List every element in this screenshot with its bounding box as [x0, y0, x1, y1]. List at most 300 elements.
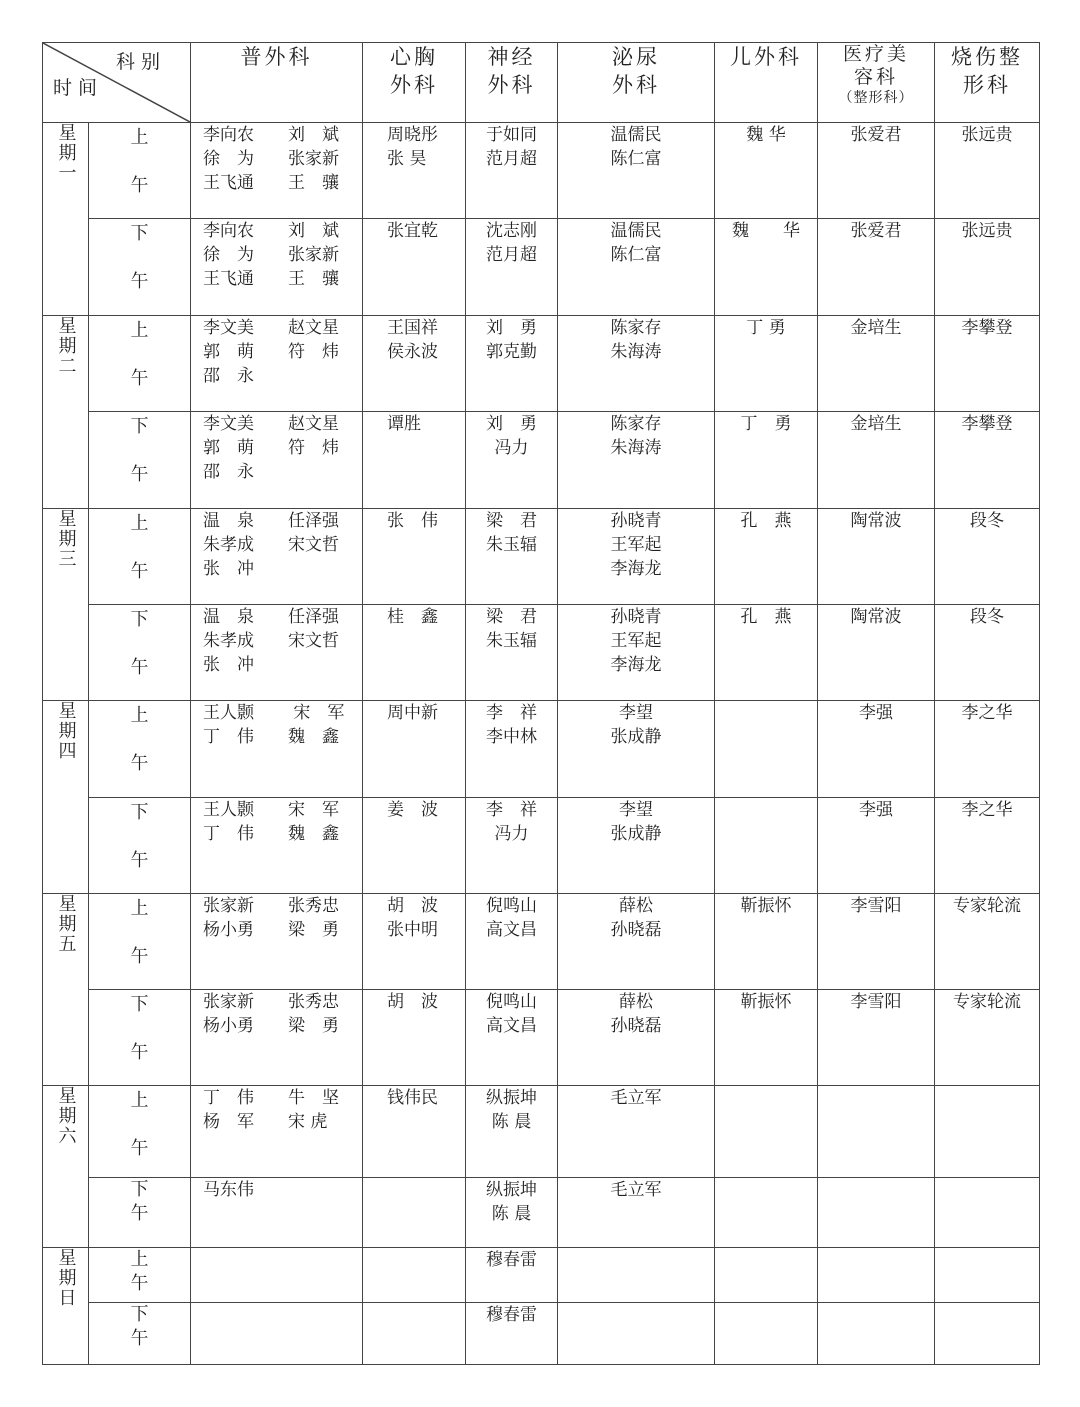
doctor-cell [191, 316, 363, 412]
doctor-cell [715, 605, 818, 701]
doctor-name: 薛松 [619, 992, 653, 1012]
doctor-name: 胡 波 [387, 896, 438, 916]
period-label: 午 [130, 1138, 149, 1159]
doctor-cell [935, 990, 1040, 1086]
doctor-cell [558, 798, 715, 894]
doctor-name: 靳振怀 [740, 992, 792, 1012]
doctor-name: 温 泉 任泽强 [203, 607, 339, 627]
doctor-name: 陶常波 [850, 607, 902, 627]
schedule-row [43, 990, 1040, 1086]
doctor-cell [558, 412, 715, 509]
doctor-cell [935, 605, 1040, 701]
doctor-name: 钱伟民 [387, 1088, 438, 1108]
doctor-name: 桂 鑫 [387, 607, 438, 627]
doctor-name: 杨小勇 梁 勇 [203, 920, 339, 940]
doctor-cell [715, 219, 818, 316]
doctor-cell [363, 894, 466, 990]
doctor-name: 王军起 [610, 535, 662, 555]
corner-label-time: 时间 [53, 77, 104, 99]
doctor-name: 李文美 赵文星 [203, 414, 339, 434]
period-label: 午 [130, 1042, 149, 1063]
doctor-cell [558, 894, 715, 990]
doctor-name: 张 冲 [203, 655, 254, 675]
doctor-name: 魏 华 [732, 221, 800, 241]
doctor-cell [558, 1303, 715, 1365]
period-cell [89, 1248, 191, 1303]
doctor-name: 穆春雷 [486, 1305, 537, 1325]
doctor-cell [191, 990, 363, 1086]
doctor-name: 刘 勇 [486, 414, 537, 434]
doctor-cell [558, 219, 715, 316]
doctor-name: 李之华 [961, 703, 1013, 723]
doctor-name: 朱海涛 [610, 438, 662, 458]
doctor-name: 徐 为 张家新 [203, 149, 339, 169]
doctor-cell [818, 605, 935, 701]
doctor-cell [191, 1178, 363, 1248]
doctor-cell [363, 509, 466, 605]
doctor-name: 毛立军 [610, 1088, 662, 1108]
doctor-cell [715, 1248, 818, 1303]
doctor-name: 张中明 [387, 920, 438, 940]
day-cell [43, 894, 89, 1086]
period-label: 下 [130, 416, 149, 437]
schedule-row [43, 1178, 1040, 1248]
doctor-name: 纵振坤 [486, 1180, 537, 1200]
doctor-name: 朱玉辐 [486, 535, 537, 555]
doctor-cell [191, 605, 363, 701]
doctor-name: 郭 萌 符 炜 [203, 342, 339, 362]
doctor-name: 毛立军 [610, 1180, 662, 1200]
doctor-cell [466, 1086, 558, 1178]
doctor-name: 张 伟 [387, 511, 438, 531]
schedule-row [43, 316, 1040, 412]
doctor-cell [558, 701, 715, 798]
doctor-name: 冯力 [494, 824, 529, 844]
doctor-name: 朱海涛 [610, 342, 662, 362]
doctor-cell [466, 316, 558, 412]
doctor-cell [466, 701, 558, 798]
dept-name: 外科 [612, 73, 660, 97]
doctor-name: 张家新 张秀忠 [203, 992, 339, 1012]
doctor-cell [558, 605, 715, 701]
doctor-cell [191, 798, 363, 894]
doctor-cell [466, 509, 558, 605]
dept-name: 泌尿 [612, 45, 660, 69]
schedule-row [43, 605, 1040, 701]
doctor-name: 周中新 [387, 703, 438, 723]
doctor-name: 朱孝成 宋文哲 [203, 631, 339, 651]
doctor-cell [818, 701, 935, 798]
doctor-name: 李中林 [486, 727, 537, 747]
dept-header-general [191, 43, 363, 123]
doctor-name: 金培生 [850, 318, 902, 338]
doctor-cell [935, 412, 1040, 509]
doctor-cell [558, 316, 715, 412]
doctor-name: 李望 [619, 800, 653, 820]
dept-name: 医疗美 [842, 43, 909, 65]
doctor-name: 张成静 [610, 824, 662, 844]
doctor-cell [818, 412, 935, 509]
day-label: 星期三 [55, 509, 77, 569]
doctor-name: 刘 勇 [486, 318, 537, 338]
doctor-cell [818, 894, 935, 990]
period-label: 午 [130, 657, 149, 678]
doctor-name: 王人颢 宋 军 [203, 703, 345, 723]
period-label: 午 [130, 753, 149, 774]
doctor-cell [935, 123, 1040, 219]
doctor-name: 李 祥 [486, 800, 537, 820]
period-label: 午 [130, 271, 149, 292]
period-label: 下 [130, 609, 149, 630]
day-cell [43, 316, 89, 509]
doctor-name: 梁 君 [486, 607, 537, 627]
period-cell [89, 219, 191, 316]
period-label: 午 [130, 946, 149, 967]
doctor-name: 薛松 [619, 896, 653, 916]
schedule-row [43, 123, 1040, 219]
period-label: 下 [130, 1304, 149, 1325]
dept-header-neuro [466, 43, 558, 123]
day-label: 星期一 [55, 123, 77, 183]
doctor-cell [818, 123, 935, 219]
doctor-name: 李雪阳 [850, 896, 902, 916]
doctor-cell [935, 894, 1040, 990]
doctor-cell [558, 1178, 715, 1248]
doctor-cell [935, 219, 1040, 316]
dept-name: 神经 [487, 45, 536, 69]
doctor-name: 王国祥 [387, 318, 438, 338]
doctor-name: 李雪阳 [850, 992, 902, 1012]
doctor-cell [818, 1178, 935, 1248]
doctor-name: 李攀登 [961, 318, 1013, 338]
period-cell [89, 412, 191, 509]
doctor-name: 倪鸣山 [486, 992, 537, 1012]
header-row [43, 43, 1040, 123]
doctor-name: 李海龙 [610, 559, 662, 579]
doctor-cell [715, 1303, 818, 1365]
doctor-name: 郭 萌 符 炜 [203, 438, 339, 458]
doctor-name: 范月超 [486, 245, 537, 265]
doctor-name: 丁 伟 牛 坚 [203, 1088, 339, 1108]
day-cell [43, 701, 89, 894]
doctor-name: 王人颢 宋 军 [203, 800, 339, 820]
doctor-cell [191, 412, 363, 509]
doctor-name: 高文昌 [486, 920, 537, 940]
day-cell [43, 1248, 89, 1365]
period-label: 上 [130, 320, 149, 341]
doctor-name: 李攀登 [961, 414, 1013, 434]
doctor-cell [191, 894, 363, 990]
day-label: 星期六 [55, 1086, 77, 1146]
doctor-cell [363, 605, 466, 701]
surgery-schedule-table [42, 42, 1040, 1365]
doctor-name: 李向农 刘 斌 [203, 125, 339, 145]
doctor-name: 温儒民 [610, 221, 662, 241]
period-cell [89, 605, 191, 701]
doctor-name: 邵 永 [203, 462, 254, 482]
doctor-name: 范月超 [486, 149, 537, 169]
doctor-cell [935, 798, 1040, 894]
schedule-row [43, 798, 1040, 894]
dept-name: 形科 [963, 73, 1011, 97]
doctor-name: 梁 君 [486, 511, 537, 531]
period-cell [89, 509, 191, 605]
doctor-cell [818, 1086, 935, 1178]
doctor-name: 周晓彤 [387, 125, 438, 145]
doctor-name: 侯永波 [387, 342, 438, 362]
doctor-name: 陈家存 [610, 318, 662, 338]
doctor-name: 靳振怀 [740, 896, 792, 916]
schedule-body [43, 123, 1040, 1365]
doctor-name: 胡 波 [387, 992, 438, 1012]
dept-header-cosmetic [818, 43, 935, 123]
corner-header [43, 43, 191, 123]
doctor-cell [715, 1086, 818, 1178]
doctor-name: 李海龙 [610, 655, 662, 675]
doctor-cell [191, 509, 363, 605]
period-cell [89, 990, 191, 1086]
doctor-name: 张成静 [610, 727, 662, 747]
doctor-name: 丁 勇 [746, 318, 786, 338]
doctor-name: 段冬 [970, 511, 1004, 531]
dept-name: 心胸 [390, 45, 438, 69]
doctor-name: 陈仁富 [610, 149, 662, 169]
doctor-name: 金培生 [850, 414, 902, 434]
doctor-cell [466, 894, 558, 990]
doctor-name: 丁 勇 [740, 414, 792, 434]
dept-name: 烧伤整 [951, 45, 1023, 69]
doctor-cell [818, 1248, 935, 1303]
doctor-name: 杨小勇 梁 勇 [203, 1016, 339, 1036]
schedule-row [43, 1303, 1040, 1365]
doctor-name: 孔 燕 [740, 607, 792, 627]
dept-note: （整形科） [838, 90, 914, 106]
doctor-name: 冯力 [494, 438, 529, 458]
dept-header-pediatric [715, 43, 818, 123]
doctor-cell [935, 1178, 1040, 1248]
day-label: 星期二 [55, 316, 77, 376]
doctor-name: 王军起 [610, 631, 662, 651]
doctor-name: 陈仁富 [610, 245, 662, 265]
doctor-cell [818, 219, 935, 316]
doctor-cell [466, 1178, 558, 1248]
dept-name: 容科 [853, 66, 898, 88]
period-cell [89, 1086, 191, 1178]
doctor-cell [715, 316, 818, 412]
doctor-cell [558, 1086, 715, 1178]
corner-label-department: 科别 [115, 51, 166, 73]
doctor-name: 丁 伟 魏 鑫 [203, 824, 339, 844]
dept-header-urology [558, 43, 715, 123]
period-label: 下 [130, 802, 149, 823]
doctor-name: 张远贵 [961, 221, 1013, 241]
doctor-cell [818, 509, 935, 605]
doctor-cell [363, 1178, 466, 1248]
doctor-cell [363, 990, 466, 1086]
doctor-cell [191, 1303, 363, 1365]
doctor-name: 朱孝成 宋文哲 [203, 535, 339, 555]
doctor-name: 高文昌 [486, 1016, 537, 1036]
doctor-cell [715, 894, 818, 990]
doctor-cell [715, 123, 818, 219]
doctor-cell [363, 701, 466, 798]
day-cell [43, 509, 89, 701]
doctor-cell [191, 219, 363, 316]
day-cell [43, 123, 89, 316]
doctor-cell [558, 123, 715, 219]
doctor-cell [715, 1178, 818, 1248]
period-label: 午 [130, 1328, 149, 1349]
period-cell [89, 894, 191, 990]
doctor-name: 王飞通 王 骧 [203, 173, 339, 193]
doctor-name: 温 泉 任泽强 [203, 511, 339, 531]
doctor-cell [818, 990, 935, 1086]
doctor-name: 纵振坤 [486, 1088, 537, 1108]
period-cell [89, 1303, 191, 1365]
doctor-cell [466, 990, 558, 1086]
period-label: 上 [130, 1249, 149, 1270]
doctor-name: 郭克勤 [486, 342, 537, 362]
period-cell [89, 316, 191, 412]
doctor-name: 李文美 赵文星 [203, 318, 339, 338]
period-label: 午 [130, 561, 149, 582]
doctor-cell [715, 798, 818, 894]
doctor-name: 陈家存 [610, 414, 662, 434]
doctor-cell [818, 316, 935, 412]
doctor-cell [191, 701, 363, 798]
doctor-name: 沈志刚 [486, 221, 537, 241]
period-label: 午 [130, 1273, 149, 1294]
doctor-name: 张爱君 [850, 125, 902, 145]
period-label: 上 [130, 513, 149, 534]
schedule-row [43, 1248, 1040, 1303]
doctor-name: 张 冲 [203, 559, 254, 579]
doctor-name: 谭胜 [387, 414, 421, 434]
period-label: 上 [130, 127, 149, 148]
schedule-row [43, 701, 1040, 798]
doctor-name: 段冬 [970, 607, 1004, 627]
doctor-name: 杨 军 宋 虎 [203, 1112, 328, 1132]
doctor-cell [191, 123, 363, 219]
period-label: 下 [130, 994, 149, 1015]
doctor-cell [715, 701, 818, 798]
doctor-cell [558, 1248, 715, 1303]
schedule-row [43, 219, 1040, 316]
period-label: 上 [130, 898, 149, 919]
doctor-name: 李强 [859, 800, 893, 820]
doctor-name: 姜 波 [387, 800, 438, 820]
doctor-cell [363, 1086, 466, 1178]
doctor-name: 李强 [859, 703, 893, 723]
doctor-cell [466, 1303, 558, 1365]
doctor-name: 邵 永 [203, 366, 254, 386]
period-cell [89, 798, 191, 894]
dept-header-cardiothoracic [363, 43, 466, 123]
period-label: 下 [130, 1179, 149, 1200]
schedule-row [43, 412, 1040, 509]
schedule-row [43, 509, 1040, 605]
doctor-name: 专家轮流 [953, 896, 1021, 916]
doctor-name: 陈 晨 [491, 1204, 532, 1224]
doctor-name: 倪鸣山 [486, 896, 537, 916]
doctor-cell [466, 219, 558, 316]
period-label: 上 [130, 1090, 149, 1111]
doctor-cell [466, 412, 558, 509]
period-cell [89, 1178, 191, 1248]
doctor-name: 孙晓青 [610, 511, 662, 531]
doctor-cell [818, 1303, 935, 1365]
period-label: 下 [130, 223, 149, 244]
doctor-name: 温儒民 [610, 125, 662, 145]
day-label: 星期五 [55, 894, 77, 954]
doctor-cell [191, 1086, 363, 1178]
dept-name: 外科 [390, 73, 438, 97]
doctor-cell [363, 798, 466, 894]
doctor-name: 丁 伟 魏 鑫 [203, 727, 339, 747]
doctor-cell [466, 123, 558, 219]
doctor-name: 张家新 张秀忠 [203, 896, 339, 916]
doctor-name: 张爱君 [850, 221, 902, 241]
schedule-row [43, 894, 1040, 990]
doctor-cell [363, 1303, 466, 1365]
period-label: 午 [130, 850, 149, 871]
doctor-cell [466, 1248, 558, 1303]
dept-name: 普外科 [240, 45, 313, 69]
day-cell [43, 1086, 89, 1248]
doctor-name: 王飞通 王 骧 [203, 269, 339, 289]
doctor-cell [715, 990, 818, 1086]
doctor-name: 穆春雷 [486, 1250, 537, 1270]
doctor-name: 李望 [619, 703, 653, 723]
doctor-name: 孙晓青 [610, 607, 662, 627]
period-label: 午 [130, 175, 149, 196]
doctor-name: 陈 晨 [491, 1112, 532, 1132]
doctor-name: 张远贵 [961, 125, 1013, 145]
doctor-cell [935, 316, 1040, 412]
doctor-name: 徐 为 张家新 [203, 245, 339, 265]
doctor-cell [935, 701, 1040, 798]
doctor-cell [935, 1086, 1040, 1178]
doctor-name: 专家轮流 [953, 992, 1021, 1012]
day-label: 星期日 [55, 1248, 77, 1308]
doctor-cell [191, 1248, 363, 1303]
dept-name: 外科 [487, 73, 536, 97]
period-cell [89, 123, 191, 219]
doctor-name: 魏 华 [746, 125, 786, 145]
doctor-cell [935, 1303, 1040, 1365]
doctor-name: 陶常波 [850, 511, 902, 531]
doctor-name: 李 祥 [486, 703, 537, 723]
doctor-cell [466, 605, 558, 701]
doctor-name: 张宜乾 [387, 221, 438, 241]
doctor-name: 于如同 [486, 125, 537, 145]
period-label: 午 [130, 1203, 149, 1224]
doctor-name: 孔 燕 [740, 511, 792, 531]
period-cell [89, 701, 191, 798]
doctor-cell [363, 219, 466, 316]
doctor-name: 朱玉辐 [486, 631, 537, 651]
period-label: 午 [130, 464, 149, 485]
doctor-cell [363, 123, 466, 219]
doctor-cell [363, 412, 466, 509]
dept-name: 儿外科 [730, 45, 802, 69]
doctor-cell [818, 798, 935, 894]
doctor-cell [935, 1248, 1040, 1303]
doctor-cell [466, 798, 558, 894]
dept-header-burn [935, 43, 1040, 123]
doctor-cell [715, 412, 818, 509]
period-label: 午 [130, 368, 149, 389]
